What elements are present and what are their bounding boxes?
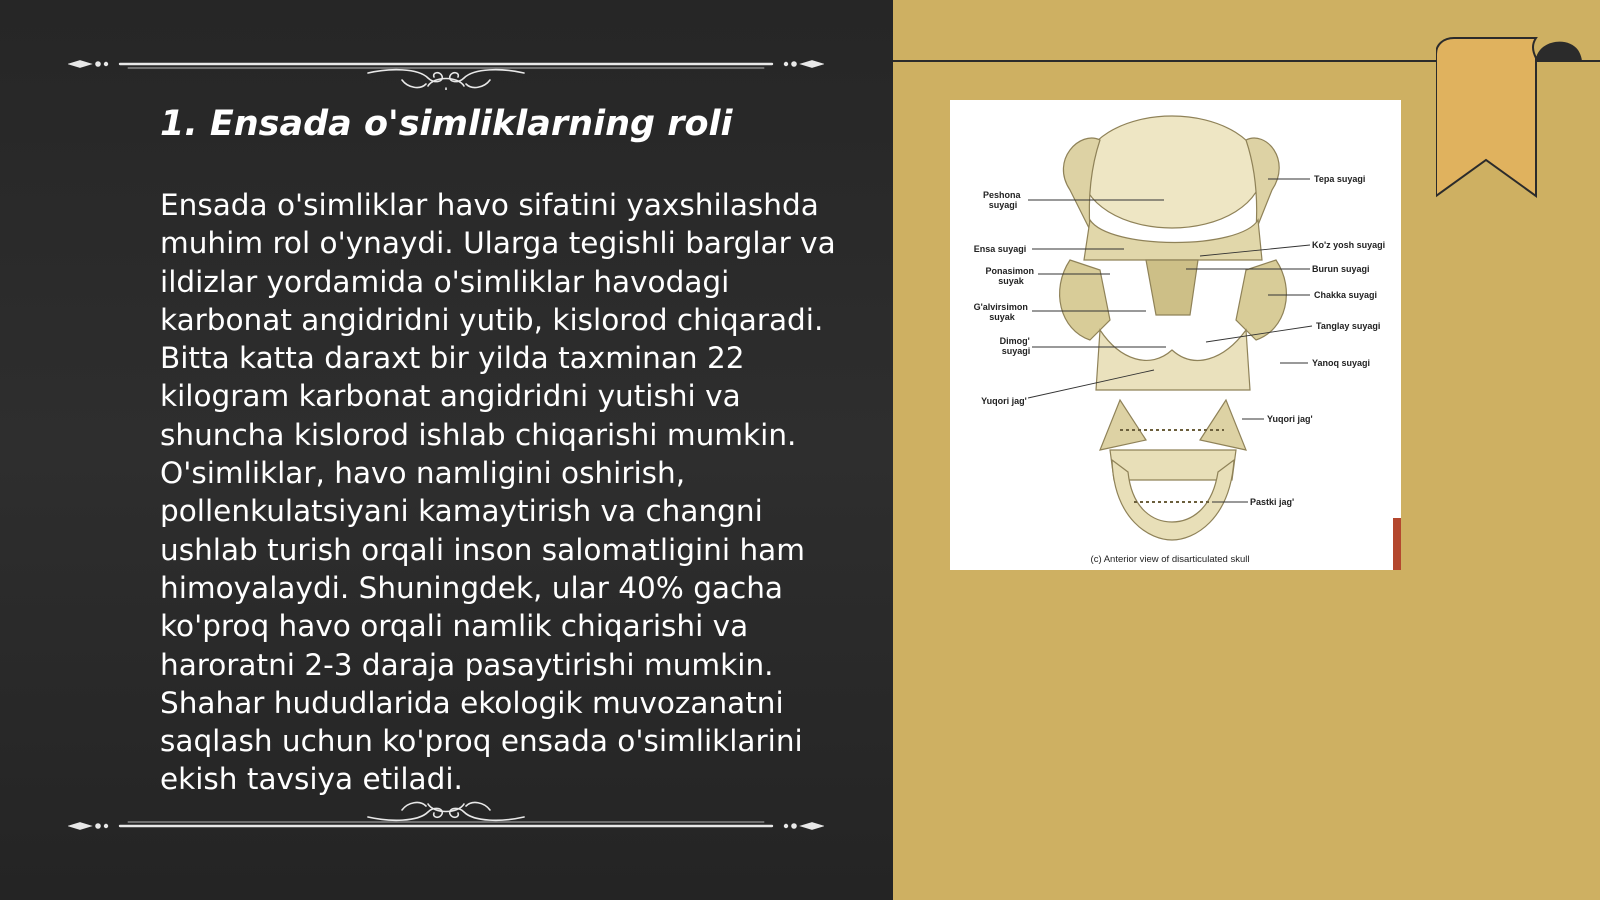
- slide-title: 1. Ensada o'simliklarning roli: [160, 104, 733, 144]
- label-right-1: Tepa suyagi: [1314, 174, 1366, 184]
- label-left-6: Yuqori jag': [981, 396, 1027, 406]
- label-left-2: Ensa suyagi: [973, 244, 1027, 254]
- label-left-1: Peshona suyagi: [982, 190, 1021, 210]
- figure-caption: (c) Anterior view of disarticulated skull: [1090, 554, 1250, 565]
- label-right-2: Ko'z yosh suyagi: [1312, 240, 1386, 250]
- ornamental-divider-bottom: [68, 786, 824, 830]
- label-right-6: Yanoq suyagi: [1312, 358, 1371, 368]
- label-left-5: Dimog' suyagi: [999, 336, 1031, 356]
- label-right-3: Burun suyagi: [1312, 264, 1370, 274]
- skull-illustration: [1060, 116, 1287, 540]
- label-right-8: Pastki jag': [1250, 497, 1295, 507]
- slide-body-text: Ensada o'simliklar havo sifatini yaxshilashda muhim rol o'ynaydi. Ularga tegishli barglar va ildizlar yordamida o'simliklar havodagi karbonat angidridni yutib, kislorod chiqaradi. Bitta katta daraxt bir yilda taxminan 22 kilogram karbonat angidridni yutishi va shuncha kislorod ishlab chiqarishi mumkin. O'simliklar, havo namligini oshirish, pollenkulatsiyani kamaytirish va changni ushlab turish orqali inson salomatligini ham himoyalaydi. Shuningdek, ular 40% gacha ko'proq havo orqali namlik chiqarishi va haroratni 2-3 daraja pasaytirishi mumkin. Shahar hududlarida ekologik muvozanatni saqlash uchun ko'proq ensada o'simliklarini ekish tavsiya etiladi.: [160, 188, 836, 797]
- bookmark-ribbon-icon: [1436, 36, 1600, 200]
- ornamental-divider-top: [68, 46, 824, 90]
- skull-diagram-image: [950, 100, 1401, 570]
- label-left-4: G'alvirsimon suyak: [973, 302, 1028, 322]
- label-right-4: Chakka suyagi: [1314, 290, 1378, 300]
- label-right-5: Tanglay suyagi: [1316, 321, 1381, 331]
- label-left-3: Ponasimon suyak: [985, 266, 1034, 286]
- label-right-7: Yuqori jag': [1267, 414, 1313, 424]
